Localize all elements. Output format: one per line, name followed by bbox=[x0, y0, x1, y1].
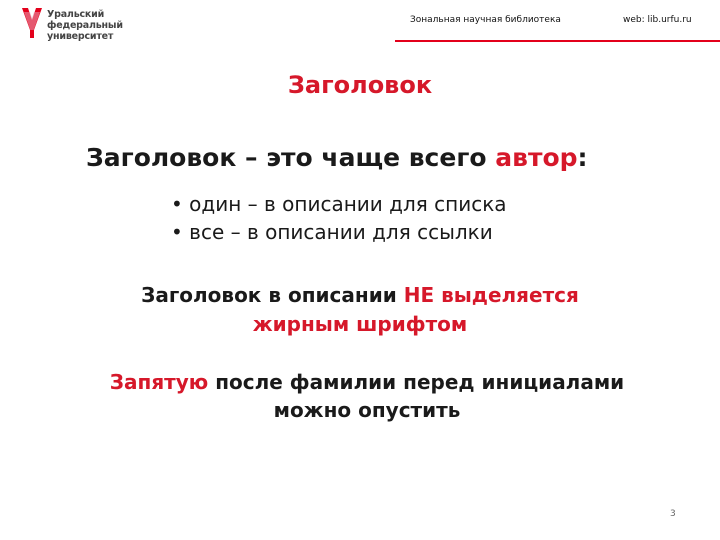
page-number: 3 bbox=[670, 509, 676, 519]
logo-text bbox=[47, 9, 123, 42]
slide-title: Заголовок bbox=[287, 71, 433, 99]
statement-heading bbox=[86, 143, 588, 172]
library-name: Зональная научная библиотека bbox=[410, 15, 561, 25]
comma-note bbox=[0, 368, 720, 424]
statement-suffix: : bbox=[577, 143, 588, 172]
bold-note-highlight: НЕ выделяется bbox=[403, 283, 579, 307]
logo-line-2: федеральный bbox=[47, 20, 123, 31]
header-divider bbox=[395, 40, 720, 42]
bullet-item: • все – в описании для ссылки bbox=[171, 220, 493, 244]
logo-line-3: университет bbox=[47, 31, 114, 42]
statement-prefix: Заголовок – это чаще всего bbox=[86, 143, 496, 172]
comma-note-line-2: можно опустить bbox=[273, 398, 461, 422]
comma-note-line-1 bbox=[0, 368, 720, 396]
comma-note-highlight: Запятую bbox=[109, 370, 209, 394]
bold-note-line-1 bbox=[0, 281, 720, 310]
bold-note-prefix: Заголовок в описании bbox=[141, 283, 404, 307]
logo-line-1: Уральский bbox=[47, 9, 105, 20]
urfu-logo-icon bbox=[22, 8, 42, 38]
bullet-list bbox=[171, 190, 507, 246]
university-logo bbox=[22, 8, 123, 42]
bold-note bbox=[0, 281, 720, 339]
bullet-item: • один – в описании для списка bbox=[171, 192, 507, 216]
statement-highlight: автор bbox=[495, 143, 578, 172]
bold-note-line-2: жирным шрифтом bbox=[252, 312, 468, 336]
library-web-link[interactable]: web: lib.urfu.ru bbox=[623, 15, 692, 25]
comma-note-rest: после фамилии перед инициалами bbox=[208, 370, 625, 394]
